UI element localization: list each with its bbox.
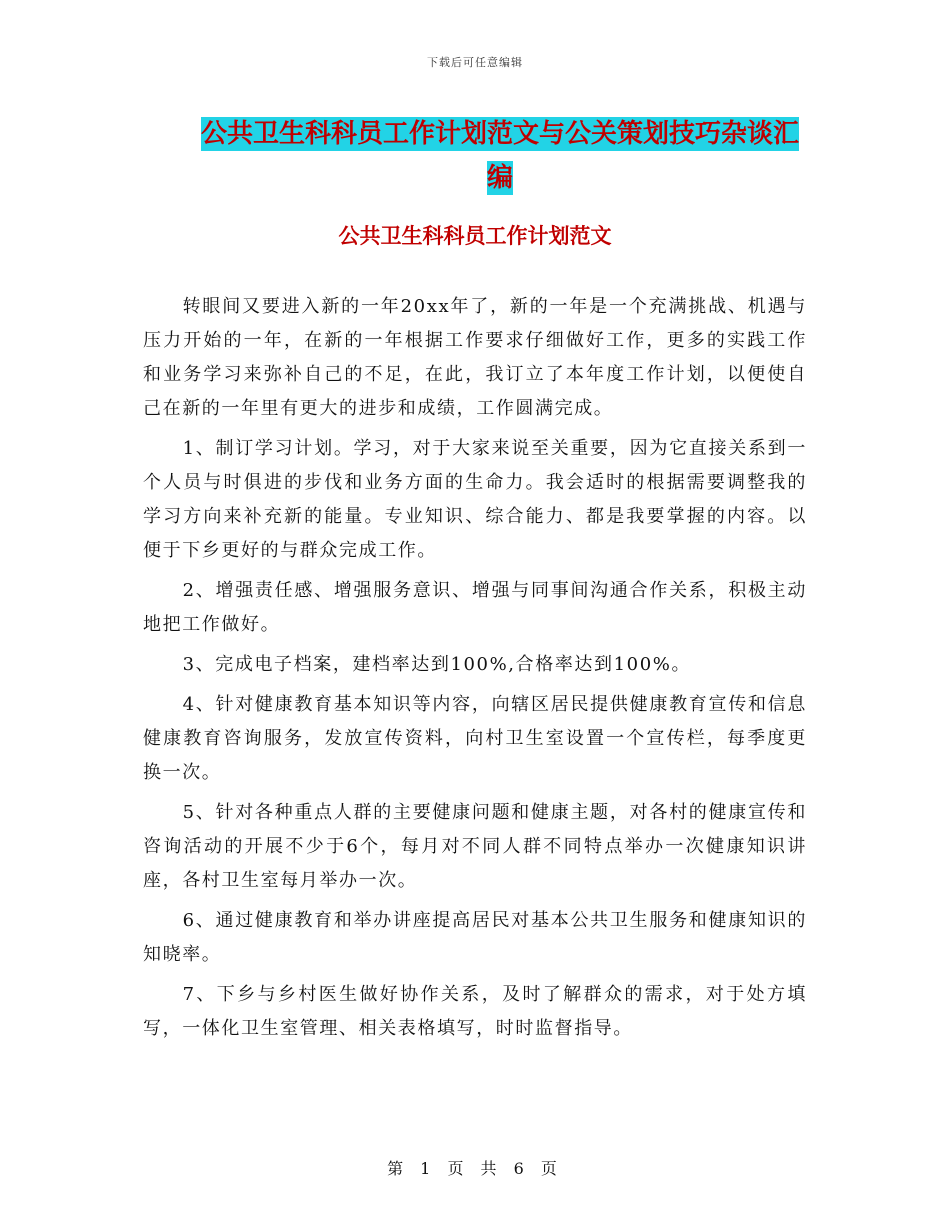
paragraph-item-3: 3、完成电子档案，建档率达到100%,合格率达到100%。 [182, 654, 692, 675]
section-title: 公共卫生科科员工作计划范文 [338, 224, 612, 248]
paragraph-item-1: 1、制订学习计划。学习，对于大家来说至关重要，因为它直接关系到一个人员与时俱进的步伐和业务方面的生命力。我会适时的根据需要调整我的学习方向来补充新的能量。专业知识、综合能力、都是我要掌握的内容。以便于下乡更好的与群众完成工作。 [143, 438, 807, 561]
paragraph-item-2: 2、增强责任感、增强服务意识、增强与同事间沟通合作关系，积极主动地把工作做好。 [143, 580, 807, 635]
paragraph-item-6: 6、通过健康教育和举办讲座提高居民对基本公共卫生服务和健康知识的知晓率。 [143, 910, 807, 965]
document-body [143, 290, 807, 1052]
document-title [195, 112, 805, 200]
header-note: 下载后可任意编辑 [427, 56, 523, 69]
paragraph-item-4: 4、针对健康教育基本知识等内容，向辖区居民提供健康教育宣传和信息健康教育咨询服务，发放宣传资料，向村卫生室设置一个宣传栏，每季度更换一次。 [143, 694, 807, 783]
paragraph-intro: 转眼间又要进入新的一年20xx年了，新的一年是一个充满挑战、机遇与压力开始的一年，在新的一年根据工作要求仔细做好工作，更多的实践工作和业务学习来弥补自己的不足，在此，我订立了本年度工作计划，以便使自己在新的一年里有更大的进步和成绩，工作圆满完成。 [143, 296, 807, 419]
paragraph-item-7: 7、下乡与乡村医生做好协作关系，及时了解群众的需求，对于处方填写，一体化卫生室管理、相关表格填写，时时监督指导。 [143, 984, 807, 1039]
document-title-text: 公共卫生科科员工作计划范文与公关策划技巧杂谈汇编 [200, 119, 799, 193]
page-number: 第 1 页 共 6 页 [387, 1159, 563, 1178]
paragraph-item-5: 5、针对各种重点人群的主要健康问题和健康主题，对各村的健康宣传和咨询活动的开展不少于6个，每月对不同人群不同特点举办一次健康知识讲座，各村卫生室每月举办一次。 [143, 802, 807, 891]
